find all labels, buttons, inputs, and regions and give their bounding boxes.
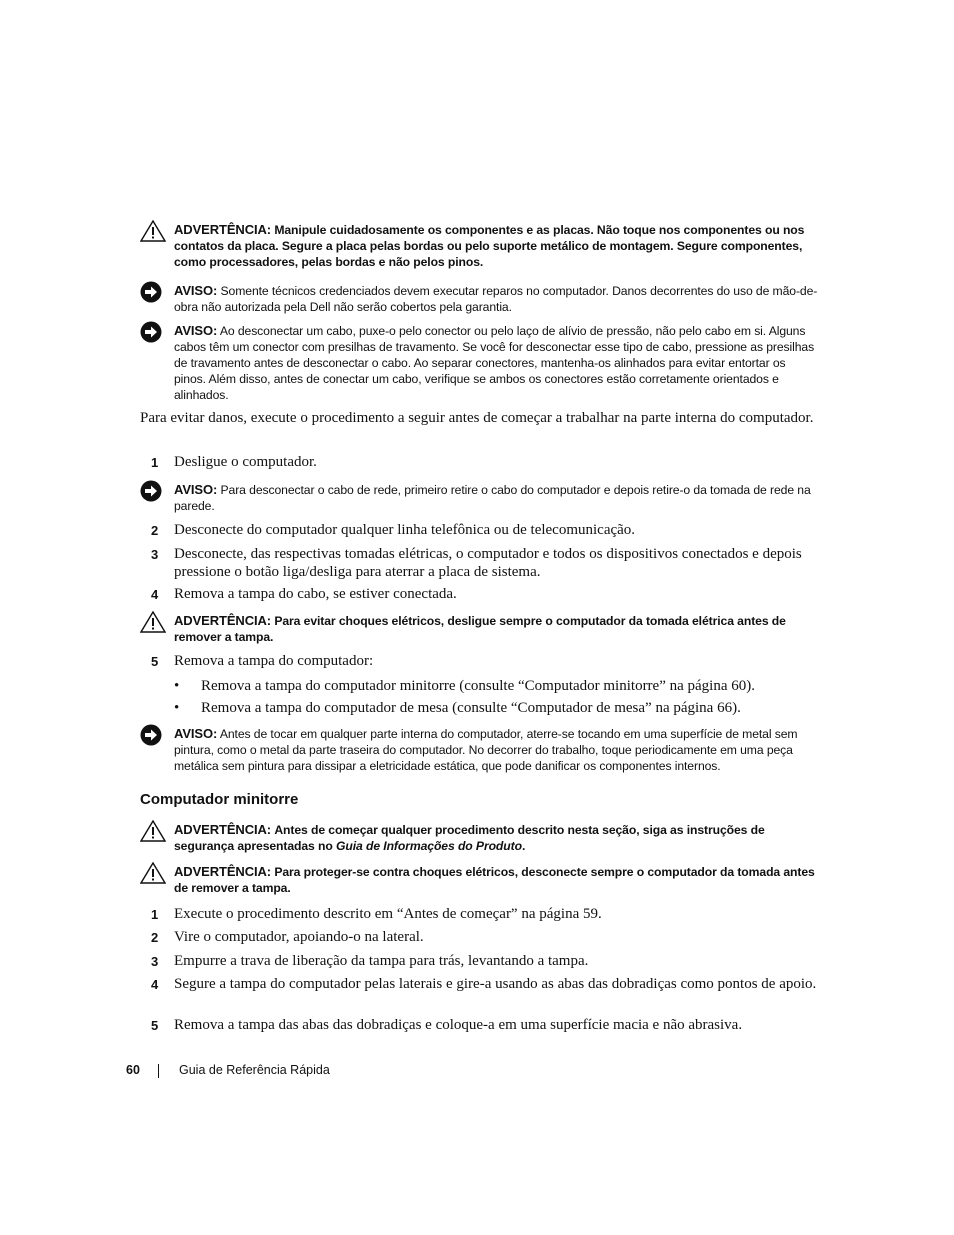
step-number: 5 bbox=[151, 1018, 159, 1033]
notice-note-4 bbox=[140, 726, 820, 774]
warning-note-1 bbox=[140, 222, 820, 270]
warning-label: ADVERTÊNCIA: bbox=[174, 222, 272, 237]
bullet-dot: • bbox=[174, 678, 180, 694]
notice-label: AVISO: bbox=[174, 323, 218, 338]
notice-label: AVISO: bbox=[174, 482, 218, 497]
warning-triangle-icon bbox=[140, 611, 166, 637]
warning-note-3 bbox=[140, 822, 820, 854]
warning-triangle-icon bbox=[140, 862, 166, 888]
step-item bbox=[140, 453, 820, 471]
step-item bbox=[140, 928, 820, 946]
step-number: 2 bbox=[151, 523, 159, 538]
step-text: Remova a tampa do computador: bbox=[174, 653, 374, 669]
notice-arrow-icon bbox=[140, 321, 162, 347]
step-item bbox=[140, 521, 820, 539]
notice-arrow-icon bbox=[140, 281, 162, 307]
bullet-item bbox=[172, 699, 832, 717]
bullet-dot: • bbox=[174, 700, 180, 716]
warning-label: ADVERTÊNCIA: bbox=[174, 864, 272, 879]
warning-note-2 bbox=[140, 613, 820, 645]
notice-text: Ao desconectar um cabo, puxe-o pelo conector ou pelo laço de alívio de pressão, não pelo cabo em si. Alguns cabos têm um conector com presilhas de travamento. Se você for desconectar esse tipo de cabo, pressione as presilhas de travamento antes de desconectar o cabo. Ao separar conectores, mantenha-os alinhados para evitar entortar os pinos. Além disso, antes de conectar um cabo, verifique se ambos os conectores estão corretamente orientados e alinhados. bbox=[174, 324, 815, 402]
step-text: Empurre a trava de liberação da tampa para trás, levantando a tampa. bbox=[174, 953, 589, 969]
step-text: Desconecte do computador qualquer linha telefônica ou de telecomunicação. bbox=[174, 522, 636, 538]
warning-text: Manipule cuidadosamente os componentes e as placas. Não toque nos componentes ou nos contatos da placa. Segure a placa pelas bordas ou pelo suporte metálico de montagem. Segure componentes, como processadores, pelas bordas e não pelos pinos. bbox=[174, 223, 805, 269]
section-heading: Computador minitorre bbox=[140, 791, 299, 808]
warning-text: Para proteger-se contra choques elétricos, desconecte sempre o computador da tomada antes de remover a tampa. bbox=[174, 865, 815, 895]
bullet-item bbox=[172, 677, 832, 695]
notice-arrow-icon bbox=[140, 724, 162, 750]
bullet-text: Remova a tampa do computador de mesa (consulte “Computador de mesa” na página 66). bbox=[201, 700, 741, 716]
warning-label: ADVERTÊNCIA: bbox=[174, 822, 272, 837]
step-text: Desconecte, das respectivas tomadas elétricas, o computador e todos os dispositivos conectados e depois pressione o botão liga/desliga para aterrar a placa de sistema. bbox=[174, 546, 802, 580]
step-item bbox=[140, 952, 820, 970]
step-item bbox=[140, 545, 820, 581]
step-text: Remova a tampa do cabo, se estiver conectada. bbox=[174, 586, 457, 602]
warning-text: Antes de começar qualquer procedimento descrito nesta seção, siga as instruções de segurança apresentadas no bbox=[174, 823, 765, 853]
step-text: Vire o computador, apoiando-o na lateral. bbox=[174, 929, 424, 945]
notice-label: AVISO: bbox=[174, 726, 218, 741]
step-number: 5 bbox=[151, 654, 159, 669]
notice-arrow-icon bbox=[140, 480, 162, 506]
step-number: 3 bbox=[151, 547, 159, 562]
step-text: Desligue o computador. bbox=[174, 454, 317, 470]
page-number: 60 bbox=[126, 1063, 140, 1077]
step-number: 1 bbox=[151, 907, 159, 922]
warning-triangle-icon bbox=[140, 220, 166, 246]
notice-text: Antes de tocar em qualquer parte interna do computador, aterre-se tocando em uma superfície de metal sem pintura, como o metal da parte traseira do computador. No decorrer do trabalho, toque periodicamente em uma peça metálica sem pintura para dissipar a eletricidade estática, que pode danificar os componentes internos. bbox=[174, 727, 798, 773]
notice-text: Para desconectar o cabo de rede, primeiro retire o cabo do computador e depois retire-o da tomada de rede na parede. bbox=[174, 483, 811, 513]
notice-note-3 bbox=[140, 482, 820, 514]
page-footer bbox=[126, 1062, 330, 1078]
step-number: 2 bbox=[151, 930, 159, 945]
step-text: Segure a tampa do computador pelas laterais e gire-a usando as abas das dobradiças como pontos de apoio. bbox=[174, 976, 817, 992]
step-item bbox=[140, 585, 820, 603]
step-number: 4 bbox=[151, 977, 159, 992]
notice-note-2 bbox=[140, 323, 820, 403]
product-guide-title: Guia de Informações do Produto bbox=[336, 839, 522, 853]
step-text: Execute o procedimento descrito em “Antes de começar” na página 59. bbox=[174, 906, 602, 922]
warning-text-end: . bbox=[521, 839, 526, 853]
warning-label: ADVERTÊNCIA: bbox=[174, 613, 272, 628]
step-number: 1 bbox=[151, 455, 159, 470]
step-number: 3 bbox=[151, 954, 159, 969]
footer-divider bbox=[158, 1064, 159, 1078]
step-item bbox=[140, 905, 820, 923]
bullet-text: Remova a tampa do computador minitorre (consulte “Computador minitorre” na página 60). bbox=[201, 678, 756, 694]
notice-text: Somente técnicos credenciados devem executar reparos no computador. Danos decorrentes do uso de mão-de-obra não autorizada pela Dell não serão cobertos pela garantia. bbox=[174, 284, 818, 314]
warning-note-4 bbox=[140, 864, 820, 896]
warning-triangle-icon bbox=[140, 820, 166, 846]
warning-text: Para evitar choques elétricos, desligue sempre o computador da tomada elétrica antes de remover a tampa. bbox=[174, 614, 786, 644]
step-number: 4 bbox=[151, 587, 159, 602]
step-item bbox=[140, 652, 820, 670]
footer-title: Guia de Referência Rápida bbox=[179, 1063, 330, 1077]
step-text: Remova a tampa das abas das dobradiças e coloque-a em uma superfície macia e não abrasiva. bbox=[174, 1017, 743, 1033]
notice-note-1 bbox=[140, 283, 820, 315]
step-item bbox=[140, 1016, 820, 1034]
step-item bbox=[140, 975, 820, 993]
intro-paragraph: Para evitar danos, execute o procedimento a seguir antes de começar a trabalhar na parte interna do computador. bbox=[140, 410, 814, 426]
notice-label: AVISO: bbox=[174, 283, 218, 298]
